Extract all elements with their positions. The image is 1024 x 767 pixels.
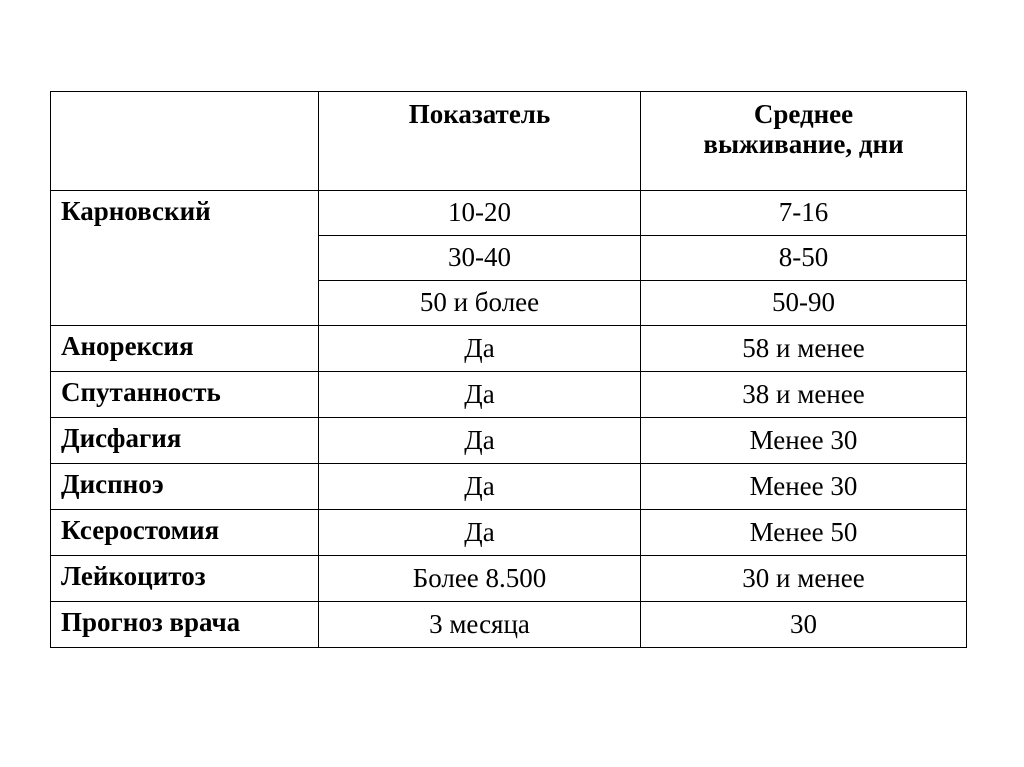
- row-label: Прогноз врача: [51, 602, 319, 648]
- survival-cell: 7-16: [641, 191, 967, 236]
- header-indicator: [319, 92, 641, 191]
- table-row: [51, 510, 967, 556]
- row-label: Дисфагия: [51, 418, 319, 464]
- indicator-cell: 10-20: [319, 191, 641, 236]
- table-body: [51, 191, 967, 648]
- survival-cell: Менее 30: [641, 464, 967, 510]
- row-label: Лейкоцитоз: [51, 556, 319, 602]
- table-row: [51, 191, 967, 236]
- indicator-cell: 3 месяца: [319, 602, 641, 648]
- row-label: Спутанность: [51, 372, 319, 418]
- table-row: [51, 464, 967, 510]
- survival-cell: Менее 50: [641, 510, 967, 556]
- survival-cell: 30: [641, 602, 967, 648]
- header-survival: [641, 92, 967, 191]
- indicator-cell: Более 8.500: [319, 556, 641, 602]
- header-empty-cell: [51, 92, 319, 191]
- table-row: [51, 556, 967, 602]
- header-indicator-line: Показатель: [408, 99, 551, 129]
- indicator-cell: 30-40: [319, 236, 641, 281]
- header-survival-line-1: Среднее: [753, 99, 854, 129]
- survival-cell: 38 и менее: [641, 372, 967, 418]
- table-header: [51, 92, 967, 191]
- table-row: [51, 372, 967, 418]
- indicator-cell: 50 и более: [319, 281, 641, 326]
- survival-cell: 58 и менее: [641, 326, 967, 372]
- indicator-cell: Да: [319, 464, 641, 510]
- row-label: Ксеростомия: [51, 510, 319, 556]
- indicator-cell: Да: [319, 372, 641, 418]
- indicator-cell: Да: [319, 510, 641, 556]
- table-row: [51, 418, 967, 464]
- prognosis-table: [50, 91, 967, 648]
- header-survival-line-2: выживание, дни: [703, 128, 904, 159]
- survival-cell: Менее 30: [641, 418, 967, 464]
- table-row: [51, 602, 967, 648]
- survival-cell: 50-90: [641, 281, 967, 326]
- indicator-cell: Да: [319, 326, 641, 372]
- row-label: Диспноэ: [51, 464, 319, 510]
- row-label-karnovsky: Карновский: [51, 191, 319, 326]
- row-label: Анорексия: [51, 326, 319, 372]
- survival-cell: 8-50: [641, 236, 967, 281]
- indicator-cell: Да: [319, 418, 641, 464]
- table-row: [51, 326, 967, 372]
- survival-cell: 30 и менее: [641, 556, 967, 602]
